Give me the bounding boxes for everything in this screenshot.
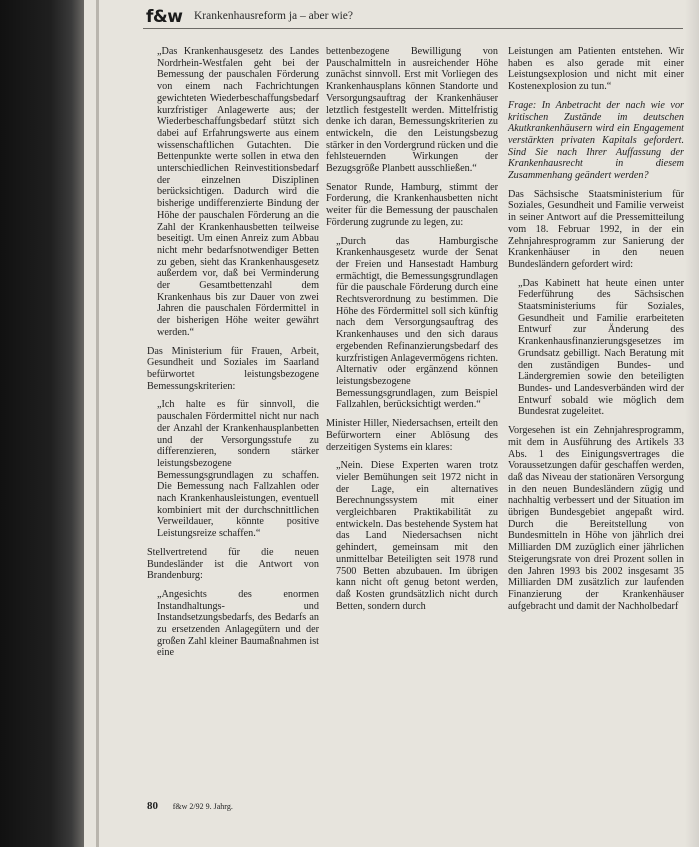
issue-info: f&w 2/92 9. Jahrg.: [172, 802, 233, 811]
page-number: 80: [147, 800, 158, 812]
text-column-1: [147, 46, 319, 666]
running-header-title: Krankenhausreform ja – aber wie?: [194, 10, 354, 22]
scan-dark-margin: [0, 0, 84, 847]
quote-nrw: „Das Krankenhausgesetz des Landes Nordrhein-Westfalen geht bei der Bemessung der pauschalen Förderung von einem nach Fachrichtungen gewichteten Wiederbeschaffungsbedarf kurzfristiger Anlagewerte aus; der Wiederbeschaffungsbedarf stützt sich dabei auf Erfahrungswerte aus einem wissenschaftlichen Gutachten. Die Bettenpunkte werte sollen in etwa den unterschiedlichen Reinvestitionsbedarf der einzelnen Disziplinen berücksichtigen. Dadurch wird die bisherige undifferenzierte Bindung der Höhe der pauschalen Förderung an die Zahl der Krankenhausbetten teilweise beseitigt. Um einen Anreiz zum Abbau nicht mehr bedarfsnotwendiger Betten zu geben, sieht das Krankenhausgesetz außerdem vor, daß bei Verminderung der Gesamtbettenzahl dem Krankenhaus bis zur Dauer von zwei Jahren die pauschalen Fördermittel in der bisherigen Höhe weiter gewährt werden.“: [157, 46, 319, 338]
paragraph-sachsen-intro: Das Sächsische Staatsministerium für Soziales, Gesundheit und Familie verweist in seiner Antwort auf die Pressemitteilung vom 18. Februar 1992, in der ein Zehnjahresprogramm zur Sanierung der Krankenhäuser in den neuen Bundesländern gefordert wird:: [508, 188, 684, 270]
quote-hamburg: „Durch das Hamburgische Krankenhausgesetz wurde der Senat der Freien und Hansestadt Hamburg ermächtigt, die Bemessungsgrundlagen für die pauschale Förderung durch eine Rechtsverordnung zu bestimmen. Die Höhe des Fördermittel soll sich künftig nach dem Versorgungsauftrag des Krankenhauses und den sich daraus ergebenden Refinanzierungsbedarf des kurzfristigen Anlagevermögens richten. Alternativ oder ergänzend können leistungsbezogene Bemessungsgrundlagen, zum Beispiel Fallzahlen, berücksichtigt werden.“: [336, 235, 498, 411]
magazine-logo: f&w: [146, 7, 183, 27]
paragraph-saarland-intro: Das Ministerium für Frauen, Arbeit, Gesundheit und Soziales im Saarland befürwortet leistungsbezogene Bemessungskriterien:: [147, 345, 319, 392]
quote-niedersachsen: „Nein. Diese Experten waren trotz vieler Bemühungen seit 1972 nicht in der Lage, ein alternatives Berechnungssystem mit einer vergleichbaren Praktikabilität zu entwickeln. Das bestehende System hat das Land Niedersachsen nicht gehindert, gemeinsam mit den unmittelbar Beteiligten seit 1978 rund 7500 Betten abzubauen. Im übrigen kann nicht oft genug betont werden, daß Kosten grundsätzlich nicht durch Betten, sondern durch: [336, 460, 498, 612]
quote-saarland: „Ich halte es für sinnvoll, die pauschalen Fördermittel nicht nur nach der Anzahl der Krankenhausplanbetten und der Versorgungsstufe zu differenzieren, sondern stärker leistungsbezogene Bemessungsgrundlagen zu schaffen. Die Bemessung nach Fallzahlen oder nach Krankenhausleistungen, eventuell kombiniert mit der durchschnittlichen Verweildauer, könnte positive Leistungsreize schaffen.“: [157, 399, 319, 540]
paragraph-niedersachsen-intro: Minister Hiller, Niedersachsen, erteilt den Befürwortern einer Ablösung des derzeitigen Systems ein klares:: [326, 418, 498, 453]
page-footer: [147, 800, 233, 812]
quote-sachsen: „Das Kabinett hat heute einen unter Federführung des Sächsischen Staatsministeriums für Soziales, Gesundheit und Familie erarbeiteten Entwurf zur Änderung des Krankenhausfinanzierungsgesetzes im Grundsatz gebilligt. Nach Beratung mit den zuständigen Bundes- und Ländergremien sowie den beteiligten Bundes- und Landesverbänden wird der Entwurf sobald wie möglich dem Bundesrat zugeleitet.: [518, 277, 684, 418]
page-edge-shadow: [685, 0, 699, 847]
quote-niedersachsen-continued: Leistungen am Patienten entstehen. Wir haben es also gerade mit einer Leistungsexplosion und nicht mit einer Kostenexplosion zu tun.“: [508, 46, 684, 93]
quote-brandenburg-continued: bettenbezogene Bewilligung von Pauschalmitteln in ausreichender Höhe zunächst sinnvoll. Erst mit Vorliegen des Krankenhausplans können Standorte und Versorgungsauftrag der Krankenhäuser letztlich festgestellt werden. Mittelfristig denke ich daran, Bemessungskriterien zu entwickeln, die den Leistungsbezug stärker in den Vordergrund rücken und die fehlsteuernden Wirkungen der Bezugsgröße Planbett ausschließen.“: [326, 46, 499, 175]
page-fold-line: [96, 0, 99, 847]
paragraph-brandenburg-intro: Stellvertretend für die neuen Bundesländer ist die Antwort von Brandenburg:: [147, 546, 319, 582]
text-column-2: [326, 46, 498, 619]
text-column-3: [508, 46, 684, 619]
header-rule: [143, 28, 683, 29]
quote-brandenburg: „Angesichts des enormen Instandhaltungs- und Instandsetzungsbedarfs, des Bedarfs an zu ersetzenden Anlagegütern und der großen Zahl kleiner Baumaßnahmen ist eine: [157, 588, 319, 659]
paragraph-hamburg-intro: Senator Runde, Hamburg, stimmt der Forderung, die Krankenhausbetten nicht weiter für die Bemessung der pauschalen Förderung zugrunde zu legen, zu:: [326, 181, 498, 228]
interview-question: Frage: In Anbetracht der nach wie vor kritischen Zustände im deutschen Akutkrankenhäusern wird ein Engagement verstärkten privaten Kapitals gefordert. Sind Sie nach Ihrer Auffassung der Krankenhausrecht in diesem Zusammenhang geändert werden?: [508, 99, 684, 182]
quote-sachsen-continued: Vorgesehen ist ein Zehnjahresprogramm, mit dem in Ausführung des Artikels 33 Abs. 1 des Einigungsvertrages die Voraussetzungen dafür geschaffen werden, daß das Niveau der stationären Versorgung in den neuen Bundesländern zügig und nachhaltig verbessert und der Situation im übrigen Bundesgebiet angepaßt wird. Durch die Bereitstellung von Bundesmitteln in Höhe von jährlich drei Milliarden DM zuzüglich einer jährlichen Steigerungsrate von drei Prozent sollen in den Jahren 1993 bis 2002 insgesamt 35 Milliarden DM zusätzlich zur laufenden Finanzierung der Krankenhäuser aufgebracht und damit der Nachholbedarf: [508, 425, 684, 612]
